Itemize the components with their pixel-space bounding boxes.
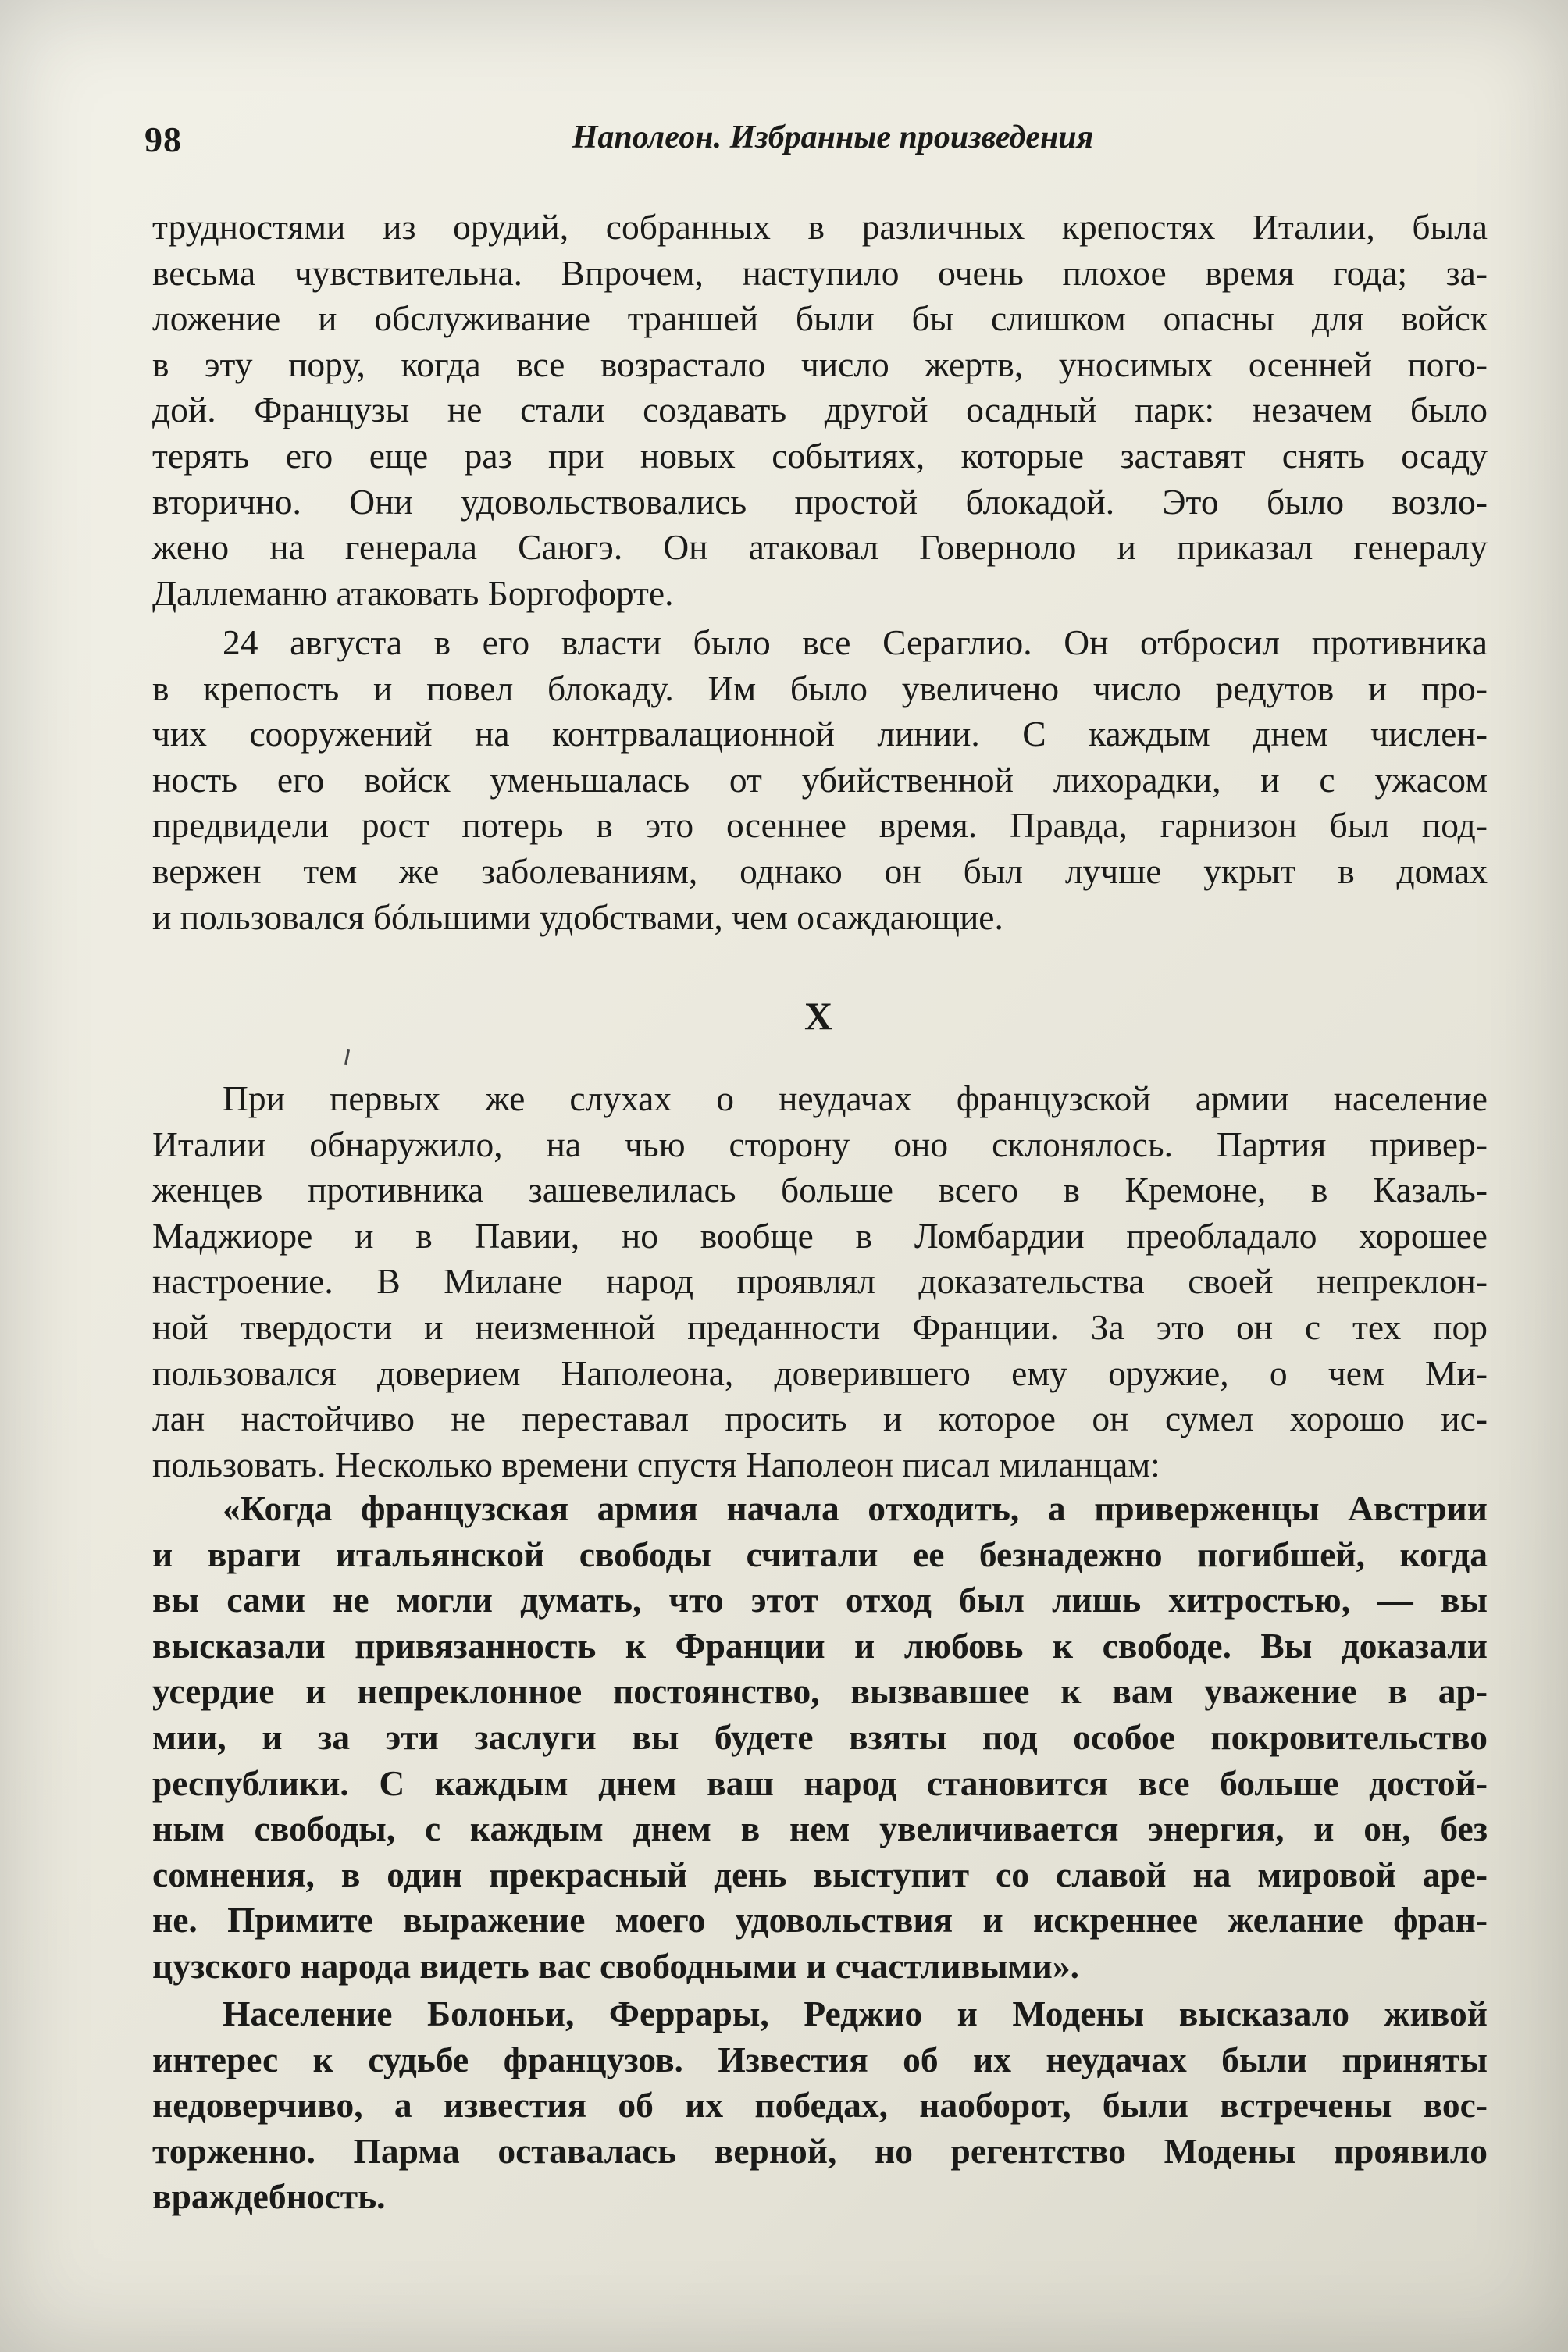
text-line: При первых же слухах о неудачах французской армии население: [223, 1078, 1488, 1118]
text-line: пользовался доверием Наполеона, доверившего ему оружие, о чем Ми-: [152, 1352, 1488, 1393]
text-line: интерес к судьбе французов. Известия об их неудачах были приняты: [152, 2039, 1488, 2079]
text-line: женцев противника зашевелилась больше всего в Кремоне, в Казаль-: [152, 1170, 1488, 1210]
text-line: мии, и за эти заслуги вы будете взяты под особое покровительство: [152, 1716, 1488, 1757]
text-line: и пользовался бóльшими удобствами, чем осаждающие.: [152, 896, 1003, 937]
text-line: терять его еще раз при новых событиях, которые заставят снять осаду: [152, 435, 1488, 476]
text-line: республики. С каждым днем ваш народ становится все больше достой-: [152, 1762, 1488, 1803]
text-line: Даллеманю атаковать Боргофорте.: [152, 572, 674, 613]
paragraph-italy: [152, 1076, 1488, 1488]
text-line: трудностями из орудий, собранных в различных крепостях Италии, была: [152, 207, 1488, 247]
text-line: высказали привязанность к Франции и любовь к свободе. Вы доказали: [152, 1625, 1488, 1666]
text-line: враждебность.: [152, 2176, 386, 2217]
text-line: 24 августа в его власти было все Сераглио. Он отбросил противника: [223, 622, 1488, 662]
text-line: чих сооружений на контрвалационной линии. С каждым днем числен-: [152, 714, 1488, 754]
text-line: ным свободы, с каждым днем в нем увеличивается энергия, и он, без: [152, 1809, 1488, 1849]
text-line: не. Примите выражение моего удовольствия и искреннее желание фран-: [152, 1900, 1488, 1940]
text-line: в эту пору, когда все возрастало число жертв, уносимых осенней пого-: [152, 344, 1488, 384]
text-line: настроение. В Милане народ проявлял доказательства своей непреклон-: [152, 1261, 1488, 1302]
text-line: недоверчиво, а известия об их победах, наоборот, были встречены вос-: [152, 2085, 1488, 2126]
text-line: предвидели рост потерь в это осеннее время. Правда, гарнизон был под-: [152, 805, 1488, 846]
text-line: цузского народа видеть вас свободными и счастливыми».: [152, 1945, 1079, 1986]
text-line: «Когда французская армия начала отходить, а приверженцы Австрии: [223, 1488, 1488, 1528]
paragraph-continued: [152, 205, 1488, 616]
text-line: усердие и непреклонное постоянство, вызвавшее к вам уважение в ар-: [152, 1671, 1488, 1712]
text-line: жено на генерала Саюгэ. Он атаковал Говерноло и приказал генералу: [152, 527, 1488, 568]
page-header: [144, 109, 1490, 164]
section-heading: X: [804, 994, 835, 1038]
text-line: в крепость и повел блокаду. Им было увеличено число редутов и про-: [152, 668, 1488, 708]
text-line: сомнения, в один прекрасный день выступит со славой на мировой аре-: [152, 1854, 1488, 1894]
text-line: вы сами не могли думать, что этот отход был лишь хитростью, — вы: [152, 1580, 1488, 1620]
text-line: лан настойчиво не переставал просить и которое он сумел хорошо ис-: [152, 1399, 1488, 1439]
text-line: ной твердости и неизменной преданности Франции. За это он с тех пор: [152, 1306, 1488, 1347]
text-line: ложение и обслуживание траншей были бы слишком опасны для войск: [152, 298, 1488, 339]
text-line: пользовать. Несколько времени спустя Наполеон писал миланцам:: [152, 1444, 1160, 1484]
text-line: Маджиоре и в Павии, но вообще в Ломбардии преобладало хорошее: [152, 1215, 1488, 1256]
quotation-paragraph: [152, 1486, 1488, 1990]
text-line: вторично. Они удовольствовались простой блокадой. Это было возло-: [152, 481, 1488, 522]
running-title: Наполеон. Избранные произведения: [572, 119, 1094, 155]
text-line: дой. Французы не стали создавать другой осадный парк: незачем было: [152, 390, 1488, 430]
text-line: вержен тем же заболеваниям, однако он был лучше укрыт в домах: [152, 850, 1488, 891]
text-line: Италии обнаружило, на чью сторону оно склонялось. Партия привер-: [152, 1124, 1488, 1164]
text-line: Население Болоньи, Феррары, Реджио и Модены высказало живой: [223, 1994, 1488, 2033]
text-line: и враги итальянской свободы считали ее безнадежно погибшей, когда: [152, 1534, 1488, 1574]
page-number: 98: [144, 119, 182, 159]
paragraph-august: [152, 620, 1488, 940]
text-line: весьма чувствительна. Впрочем, наступило очень плохое время года; за-: [152, 252, 1488, 293]
print-mark: [344, 1049, 350, 1065]
paragraph-bologna: [152, 1991, 1488, 2220]
text-line: ность его войск уменьшалась от убийственной лихорадки, и с ужасом: [152, 759, 1488, 800]
text-line: торженно. Парма оставалась верной, но регентство Модены проявило: [152, 2130, 1488, 2171]
